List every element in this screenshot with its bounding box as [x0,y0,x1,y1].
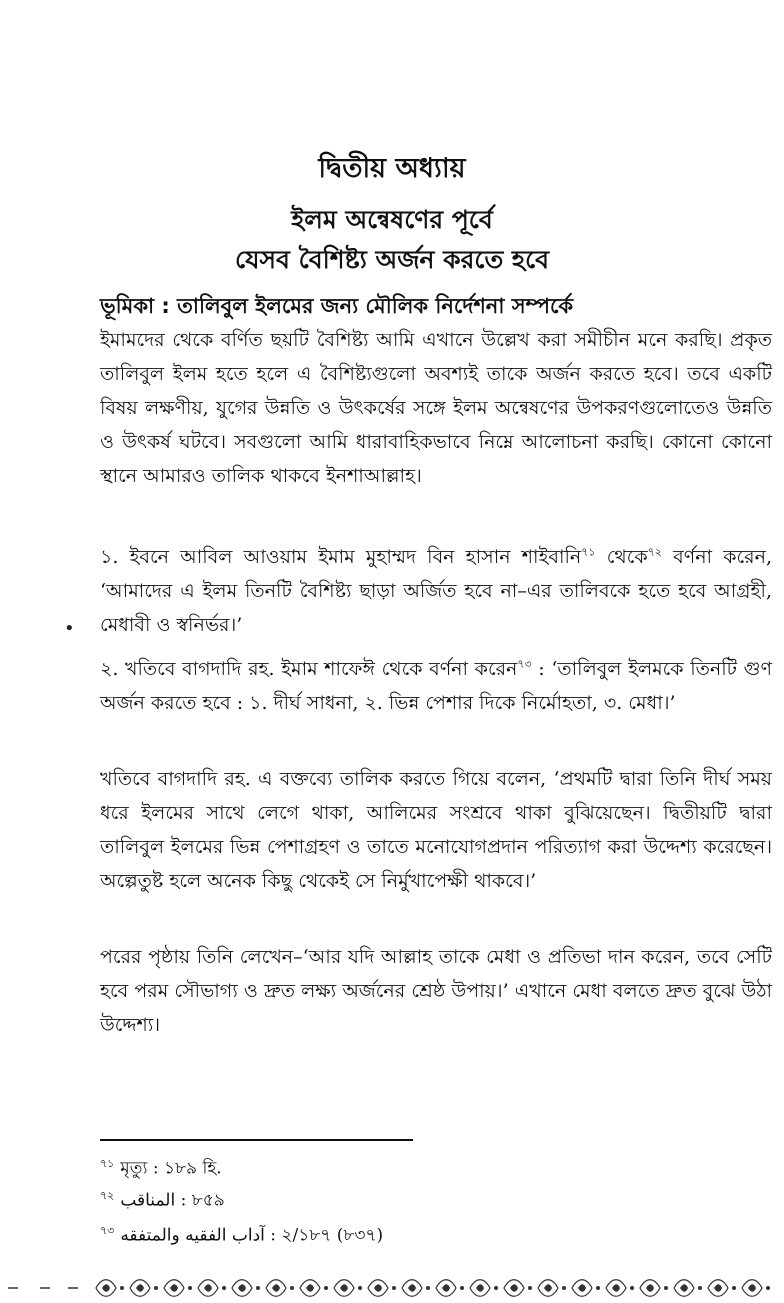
item-1-paragraph [100,540,772,642]
item-2-paragraph [100,652,772,720]
section-heading: ভূমিকা : তালিবুল ইলমের জন্য মৌলিক নির্দেশনা সম্পর্কে [100,294,574,318]
margin-mark: • [64,618,75,639]
item-1-text-c: বর্ণনা করেন, ‘আমাদের এ ইলম তিনটি বৈশিষ্ট্য ছাড়া অর্জিত হবে না–এর তালিবকে হতে হবে আগ্রহী, মেধাবী ও স্বনির্ভর।’ [100,546,772,636]
item-1-text-a: ১. ইবনে আবিল আওয়াম ইমাম মুহাম্মদ বিন হাসান শাইবানি [100,546,582,568]
decorative-border-ornament [0,1274,784,1303]
khatib-commentary-paragraph: খতিবে বাগদাদি রহ. এ বক্তব্যে তালিক করতে গিয়ে বলেন, ‘প্রথমটি দ্বারা তিনি দীর্ঘ সময় ধরে ইলমের সাথে লেগে থাকা, আলিমের সংশ্রবে থাকা বুঝিয়েছেন। দ্বিতীয়টি দ্বারা তালিবুল ইলমের ভিন্ন পেশাগ্রহণ ও তাতে মনোযোগপ্রদান পরিত্যাগ করা উদ্দেশ্য করেছেন। অল্পেতুষ্ট হলে অনেক কিছু থেকেই সে নির্মুখাপেক্ষী থাকবে।’ [100,768,772,892]
footnote-number: ৭৩ [100,1224,115,1237]
footnote-ref-72[interactable]: ৭২ [647,545,662,559]
footnote-text: মৃত্যু : ১৮৯ হি. [120,1158,222,1179]
footnote-71 [100,1155,772,1184]
footnote-ref-73[interactable]: ৭৩ [517,657,532,671]
chapter-title: দ্বিতীয় অধ্যায় [318,153,466,184]
item-2-text-b: : ‘তালিবুল ইলমকে তিনটি গুণ অর্জন করতে হবে : ১. দীর্ঘ সাধনা, ২. ভিন্ন পেশার দিকে নির্মোহতা, ৩. মেধা।’ [100,658,772,714]
subtitle-line-1: ইলম অন্বেষণের পূর্বে [291,205,493,234]
intro-paragraph: ইমামদের থেকে বর্ণিত ছয়টি বৈশিষ্ট্য আমি এখানে উল্লেখ করা সমীচীন মনে করছি। প্রকৃত তালিবুল ইলম হতে হলে এ বৈশিষ্ট্যগুলো অবশ্যই তাকে অর্জন করতে হবে। তবে একটি বিষয় লক্ষণীয়, যুগের উন্নতি ও উৎকর্ষের সঙ্গে ইলম অন্বেষণের উপকরণগুলোতেও উন্নতি ও উৎকর্ষ ঘটবে। সবগুলো আমি ধারাবাহিকভাবে নিম্নে আলোচনা করছি। কোনো কোনো স্থানে আমারও তালিক থাকবে ইনশাআল্লাহ। [100,329,772,487]
footnote-source: آداب الفقيه والمتفقه [120,1225,265,1246]
footnote-72 [100,1187,772,1216]
footnote-text: : ২/১৮৭ (৮৩৭) [264,1225,384,1246]
footnote-ref-71[interactable]: ৭১ [581,545,596,559]
footnote-source: المناقب [120,1190,176,1211]
item-2-text-a: ২. খতিবে বাগদাদি রহ. ইমাম শাফেঈ থেকে বর্ণনা করেন [100,658,518,680]
footnote-number: ৭২ [100,1189,115,1202]
item-1-text-b: থেকে [595,546,648,568]
subtitle-line-2: যেসব বৈশিষ্ট্য অর্জন করতে হবে [234,245,550,274]
next-page-paragraph: পরের পৃষ্ঠায় তিনি লেখেন–‘আর যদি আল্লাহ তাকে মেধা ও প্রতিভা দান করেন, তবে সেটি হবে পরম সৌভাগ্য ও দ্রুত লক্ষ্য অর্জনের শ্রেষ্ঠ উপায়।’ এখানে মেধা বলতে দ্রুত বুঝে উঠা উদ্দেশ্য। [100,946,772,1036]
footnote-73 [100,1222,772,1251]
footnote-text: : ৮৫৯ [175,1190,225,1211]
footnote-divider [100,1139,413,1141]
footnote-number: ৭১ [100,1157,115,1170]
